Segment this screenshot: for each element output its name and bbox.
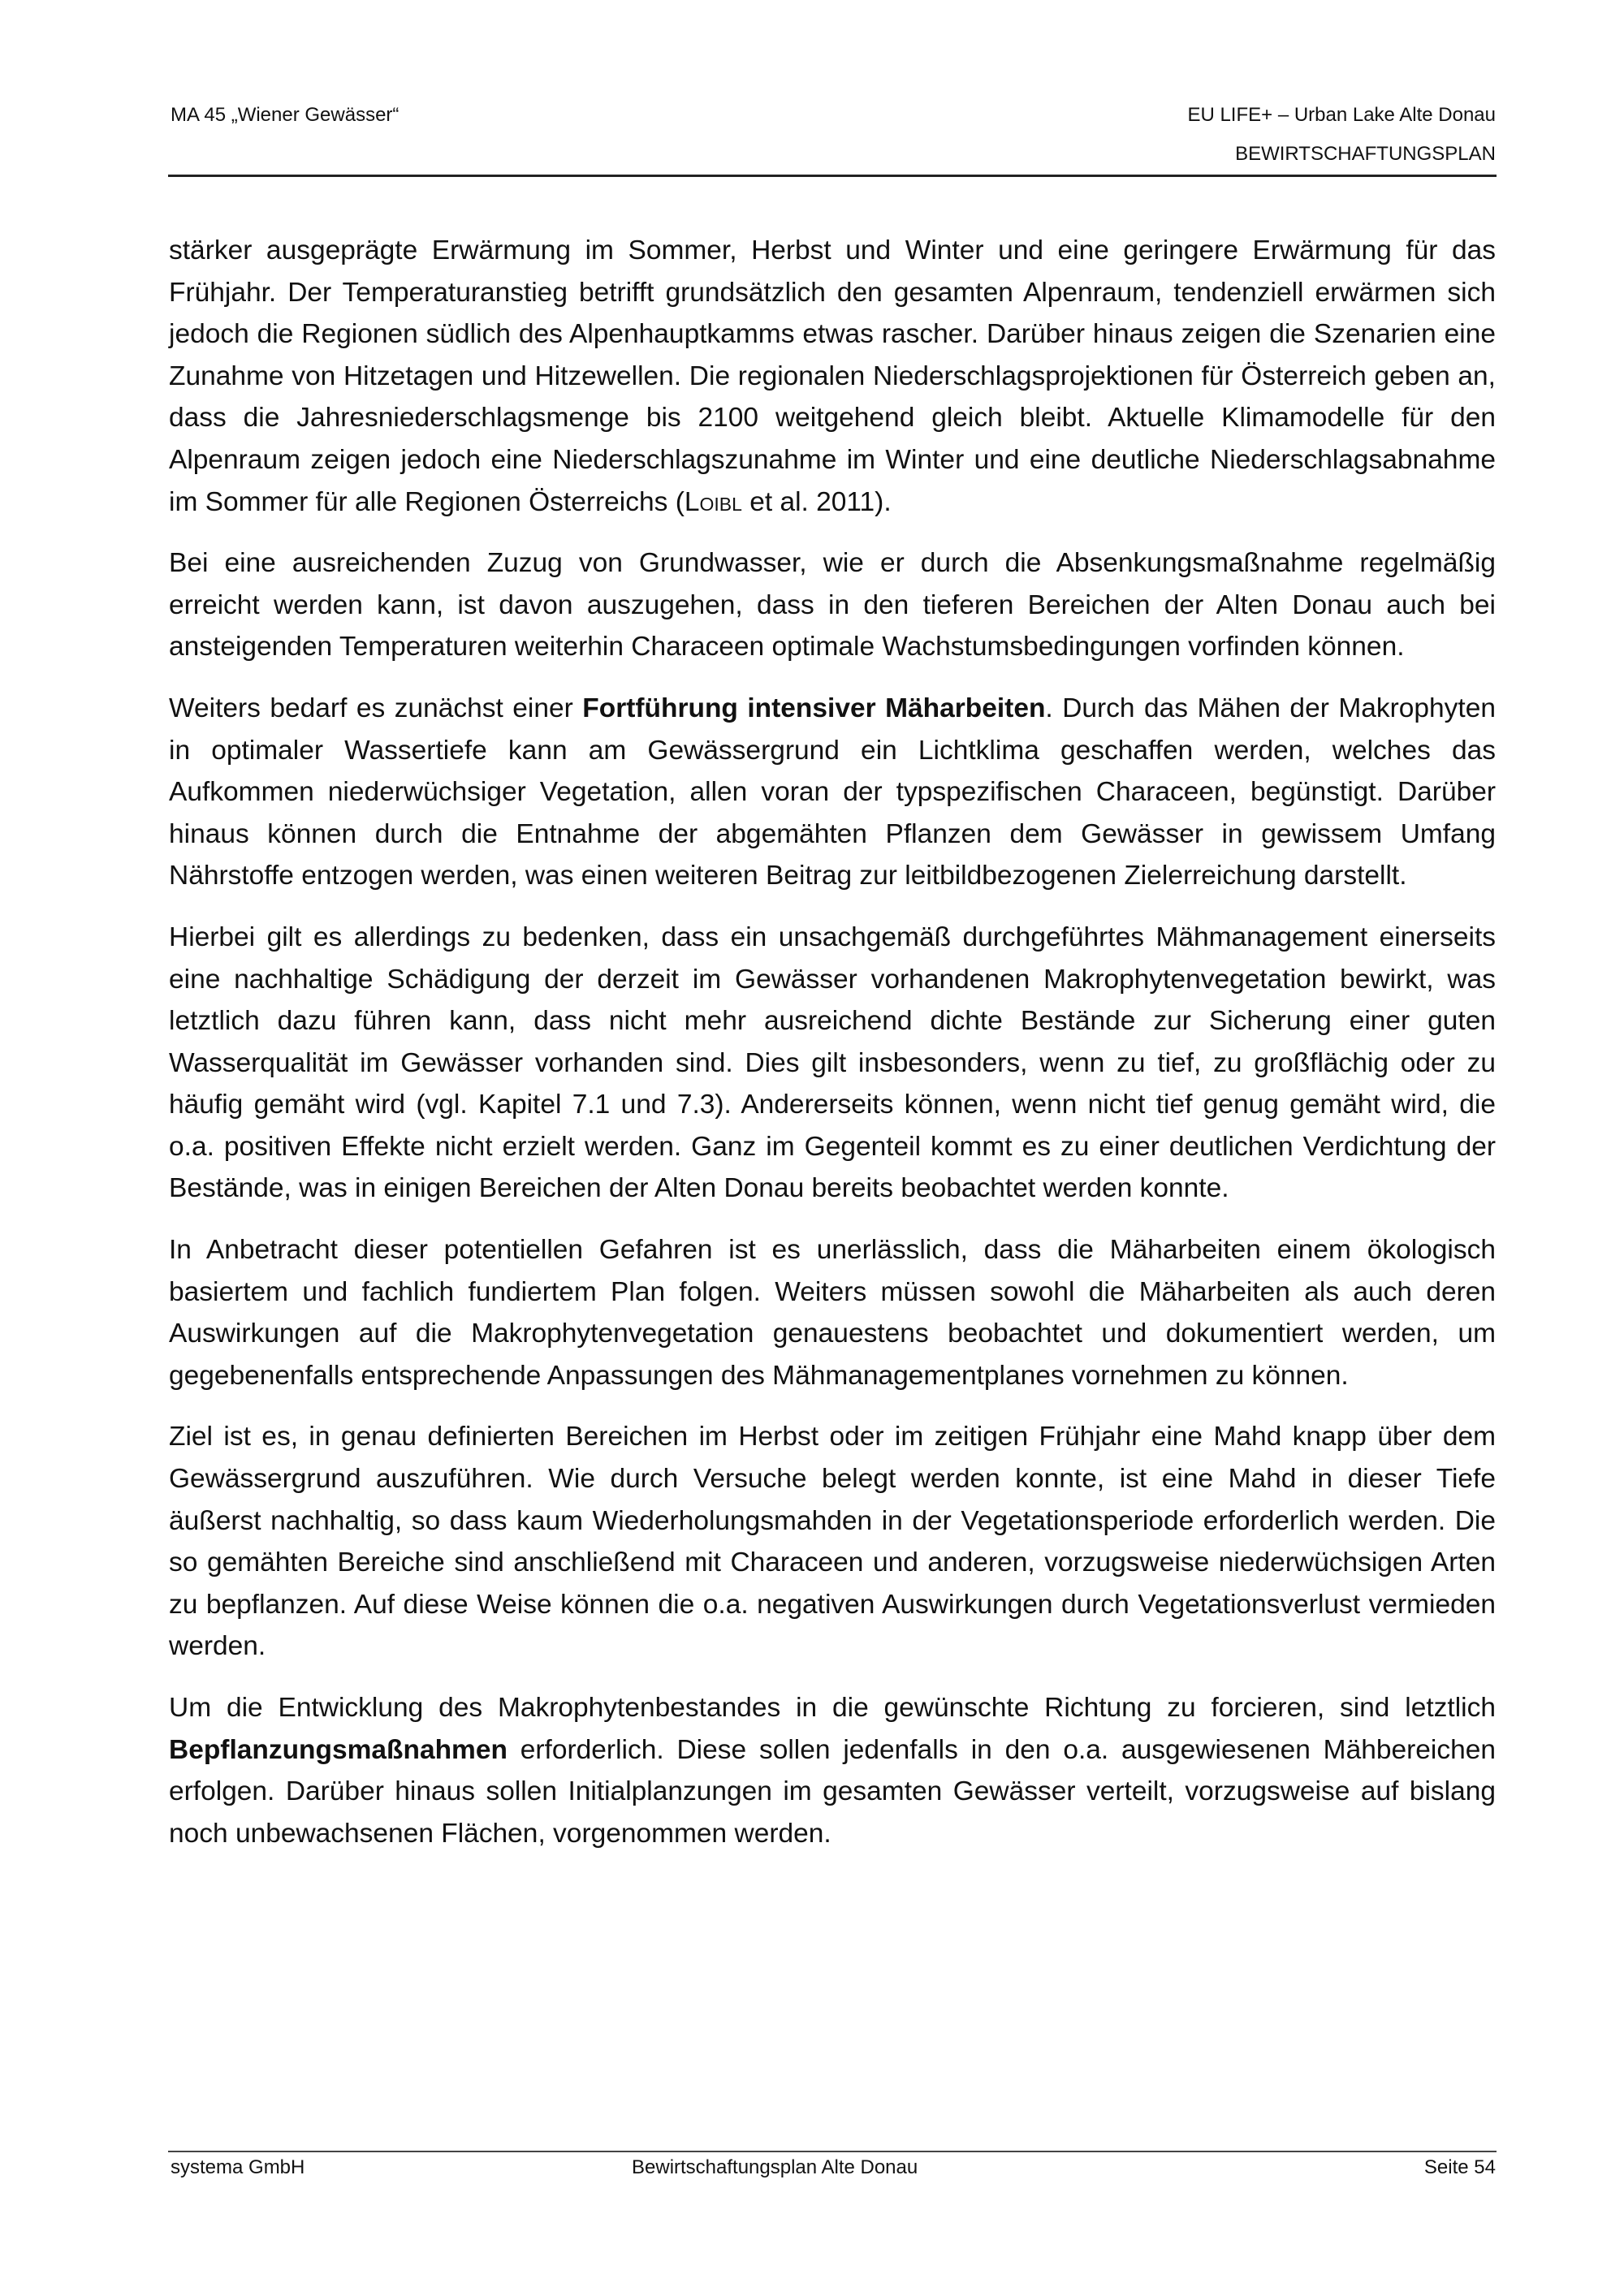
paragraph [169,230,1496,523]
footer-page-number: Seite 54 [1423,2156,1496,2178]
text-run: et al. 2011). [741,486,892,517]
text-run: Ziel ist es, in genau definierten Bereichen im Herbst oder im zeitigen Frühjahr eine Mahd knapp über dem Gewässergrund auszuführen. Wie durch Versuche belegt werden konnte, ist eine Mahd in dieser Tiefe äußerst nachhaltig, so dass kaum Wiederholungsmahden in der Vegetationsperiode erforderlich werden. Die so gemähten Bereiche sind anschließend mit Characeen und anderen, vorzugsweise niederwüchsigen Arten zu bepflanzen. Auf diese Weise können die o.a. negativen Auswirkungen durch Vegetationsverlust vermieden werden. [169,1422,1496,1662]
footer-document-title: Bewirtschaftungsplan Alte Donau [632,2156,918,2178]
paragraph [169,542,1496,668]
paragraph [169,1229,1496,1396]
text-run: erforderlich. Diese sollen jedenfalls in den o.a. ausgewiesenen Mähbereichen erfolgen. Darüber hinaus sollen Initialplanzungen im gesamten Gewässer verteilt, vorzugsweise auf bislang noch unbewachsenen Flächen, vorgenommen werden. [169,1734,1496,1849]
text-run: . Durch das Mähen der Makrophyten in optimaler Wassertiefe kann am Gewässergrund ein Lichtklima geschaffen werden, welches das Aufkommen niederwüchsiger Vegetation, allen voran der typspezifischen Characeen, begünstigt. Darüber hinaus können durch die Entnahme der abgemähten Pflanzen dem Gewässer in gewissem Umfang Nährstoffe entzogen werden, was einen weiteren Beitrag zur leitbildbezogenen Zielerreichung darstellt. [169,693,1496,891]
body-text [169,230,1496,1874]
paragraph [169,688,1496,897]
text-run: Hierbei gilt es allerdings zu bedenken, dass ein unsachgemäß durchgeführtes Mähmanagement einerseits eine nachhaltige Schädigung der derzeit im Gewässer vorhandenen Makrophytenvegetation bewirkt, was letztlich dazu führen kann, dass nicht mehr ausreichend dichte Bestände zur Sicherung einer guten Wasserqualität im Gewässer vorhanden sind. Dies gilt insbesonders, wenn zu tief, zu großflächig oder zu häufig gemäht wird (vgl. Kapitel 7.1 und 7.3). Andererseits können, wenn nicht tief genug gemäht wird, die o.a. positiven Effekte nicht erzielt werden. Ganz im Gegenteil kommt es zu einer deutlichen Verdichtung der Bestände, was in einigen Bereichen der Alten Donau bereits beobachtet werden konnte. [169,921,1496,1204]
header-document-type: BEWIRTSCHAFTUNGSPLAN [1235,143,1496,165]
author-name: Loibl [684,486,742,517]
footer-rule [168,2151,1497,2152]
header-project-title: EU LIFE+ – Urban Lake Alte Donau [1187,104,1496,126]
footer-company: systema GmbH [171,2156,305,2178]
text-run: stärker ausgeprägte Erwärmung im Sommer, Herbst und Winter und eine geringere Erwärmung für das Frühjahr. Der Temperaturanstieg betrifft grundsätzlich den gesamten Alpenraum, tendenziell erwärmen sich jedoch die Regionen südlich des Alpenhauptkamms etwas rascher. Darüber hinaus zeigen die Szenarien eine Zunahme von Hitzetagen und Hitzewellen. Die regionalen Niederschlagsprojektionen für Österreich geben an, dass die Jahresniederschlagsmenge bis 2100 weitgehend gleich bleibt. Aktuelle Klimamodelle für den Alpenraum zeigen jedoch eine Niederschlagszunahme im Winter und eine deutliche Niederschlagsabnahme im Sommer für alle Regionen Österreichs ( [169,235,1496,517]
bold-phrase: Fortführung intensiver Mäharbeiten [582,693,1046,723]
paragraph [169,1416,1496,1668]
text-run: Weiters bedarf es zunächst einer [169,693,583,723]
text-run: In Anbetracht dieser potentiellen Gefahren ist es unerlässlich, dass die Mäharbeiten einem ökologisch basiertem und fachlich fundiertem Plan folgen. Weiters müssen sowohl die Mäharbeiten als auch deren Auswirkungen auf die Makrophytenvegetation genauestens beobachtet und dokumentiert werden, um gegebenenfalls entsprechende Anpassungen des Mähmanagementplanes vornehmen zu können. [169,1235,1496,1391]
paragraph [169,917,1496,1210]
paragraph [169,1687,1496,1854]
header-left: MA 45 „Wiener Gewässer“ [171,104,400,126]
text-run: Um die Entwicklung des Makrophytenbestandes in die gewünschte Richtung zu forcieren, sind letztlich [169,1693,1496,1723]
text-run: Bei eine ausreichenden Zuzug von Grundwasser, wie er durch die Absenkungsmaßnahme regelmäßig erreicht werden kann, ist davon auszugehen, dass in den tieferen Bereichen der Alten Donau auch bei ansteigenden Temperaturen weiterhin Characeen optimale Wachstumsbedingungen vorfinden können. [169,548,1496,662]
bold-phrase: Bepflanzungsmaßnahmen [169,1734,508,1765]
header-rule [168,175,1497,177]
